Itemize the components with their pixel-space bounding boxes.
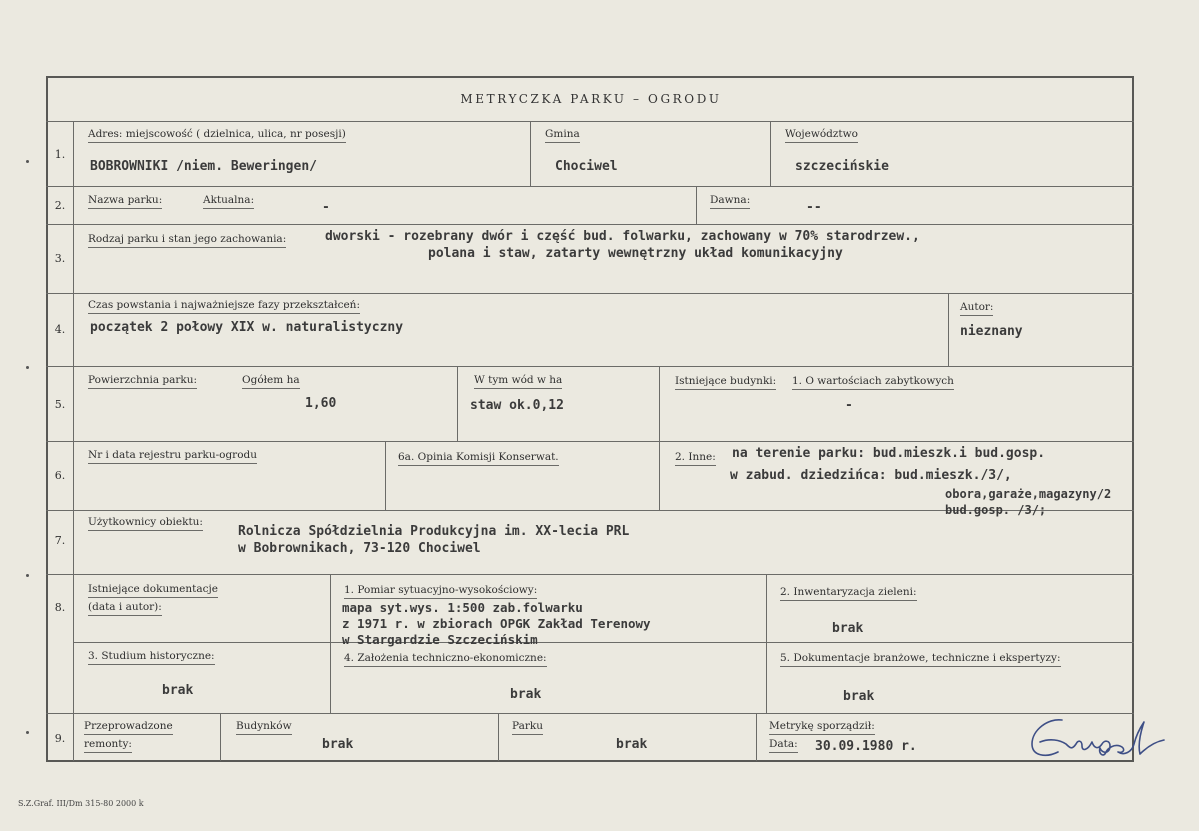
row-number: 3. [54,252,66,265]
row-number: 5. [54,398,66,411]
park-name-label: Nazwa parku: [88,194,162,209]
survey-line3: w Stargardzie Szczecińskim [342,632,538,647]
users-value-line1: Rolnicza Spółdzielnia Produkcyjna im. XX-lecia PRL [238,524,630,539]
print-footer: S.Z.Graf. III/Dm 315-80 2000 k [18,799,144,808]
current-name-label: Aktualna: [203,194,254,209]
punch-hole [26,731,29,734]
row-number: 9. [54,732,66,745]
date-label: Data: [769,738,798,753]
buildings-repairs-label: Budynków [236,720,292,735]
creation-time-value: początek 2 połowy XIX w. naturalistyczny [90,320,404,335]
park-repairs-value: brak [616,737,648,752]
divider [659,366,660,441]
row-line [46,441,1134,442]
register-label: Nr i data rejestru parku-ogrodu [88,449,257,464]
row-number: 4. [54,323,66,336]
other-buildings-label: 2. Inne: [675,451,716,466]
row-line [46,186,1134,187]
frame-top [46,76,1134,78]
tech-econ-value: brak [510,687,542,702]
park-repairs-label: Parku [512,720,543,735]
other-buildings-line3: obora,garaże,magazyny/2 [945,487,1112,501]
divider [530,121,531,186]
form-title: METRYCZKA PARKU – OGRODU [460,92,722,106]
documentation-label: Istniejące dokumentacje [88,583,218,598]
existing-buildings-label: Istniejące budynki: [675,375,776,390]
greenery-inventory-value: brak [832,621,864,636]
punch-hole [26,574,29,577]
former-name-value: -- [806,200,822,215]
row-line [46,121,1134,122]
prepared-by-label: Metrykę sporządził: [769,720,875,735]
date-value: 30.09.1980 r. [815,739,917,754]
other-buildings-line4: bud.gosp. /3/; [945,503,1047,517]
buildings-repairs-value: brak [322,737,354,752]
address-label: Adres: miejscowość ( dzielnica, ulica, nr posesji) [88,128,346,143]
row-line [46,713,1134,714]
row-line [46,293,1134,294]
row-line [73,642,1134,643]
historical-study-label: 3. Studium historyczne: [88,650,215,665]
frame-right [1132,76,1134,762]
address-value: BOBROWNIKI /niem. Beweringen/ [90,159,317,174]
historic-buildings-value: - [845,398,853,413]
survey-label: 1. Pomiar sytuacyjno-wysokościowy: [344,584,537,599]
divider [696,186,697,224]
voivodeship-label: Województwo [785,128,858,143]
park-type-value-line2: polana i staw, zatarty wewnętrzny układ komunikacyjny [428,246,843,261]
signature [1022,708,1172,766]
row-line [46,574,1134,575]
historic-buildings-label: 1. O wartościach zabytkowych [792,375,954,390]
users-value-line2: w Bobrownikach, 73-120 Chociwel [238,541,481,556]
frame-bottom [46,760,1134,762]
divider [756,713,757,761]
conservator-opinion-label: 6a. Opinia Komisji Konserwat. [398,451,559,466]
row-number: 8. [54,601,66,614]
voivodeship-value: szczecińskie [795,159,889,174]
gmina-label: Gmina [545,128,580,143]
park-type-label: Rodzaj parku i stan jego zachowania: [88,233,286,248]
gmina-value: Chociwel [555,159,618,174]
users-label: Użytkownicy obiektu: [88,516,203,531]
row-line [46,224,1134,225]
greenery-inventory-label: 2. Inwentaryzacja zieleni: [780,586,917,601]
former-name-label: Dawna: [710,194,750,209]
row-number: 2. [54,199,66,212]
punch-hole [26,366,29,369]
water-area-label: W tym wód w ha [474,374,562,389]
total-area-value: 1,60 [305,396,337,411]
branch-docs-value: brak [843,689,875,704]
documentation-label-2: (data i autor): [88,601,162,616]
survey-line2: z 1971 r. w zbiorach OPGK Zakład Terenowy [342,616,651,631]
other-buildings-line2: w zabud. dziedzińca: bud.mieszk./3/, [730,468,1012,483]
divider [457,366,458,441]
current-name-value: - [322,200,330,215]
historical-study-value: brak [162,683,194,698]
row-line [46,366,1134,367]
survey-line1: mapa syt.wys. 1:500 zab.folwarku [342,600,583,615]
creation-time-label: Czas powstania i najważniejsze fazy przekształceń: [88,299,360,314]
author-value: nieznany [960,324,1023,339]
frame-left [46,76,48,762]
repairs-label: Przeprowadzone [84,720,173,735]
punch-hole [26,160,29,163]
divider [770,121,771,186]
divider [220,713,221,761]
park-type-value-line1: dworski - rozebrany dwór i część bud. folwarku, zachowany w 70% starodrzew., [325,229,920,244]
divider [766,574,767,713]
row-number: 7. [54,534,66,547]
tech-econ-label: 4. Założenia techniczno-ekonomiczne: [344,652,547,667]
divider [498,713,499,761]
divider [385,441,386,510]
water-area-value: staw ok.0,12 [470,398,564,413]
row-number: 1. [54,148,66,161]
total-area-label: Ogółem ha [242,374,300,389]
park-area-label: Powierzchnia parku: [88,374,197,389]
other-buildings-line1: na terenie parku: bud.mieszk.i bud.gosp. [732,446,1046,461]
divider [330,574,331,713]
row-number: 6. [54,469,66,482]
divider [659,441,660,510]
author-label: Autor: [960,301,993,316]
repairs-label-2: remonty: [84,738,132,753]
divider [948,293,949,366]
branch-docs-label: 5. Dokumentacje branżowe, techniczne i ekspertyzy: [780,652,1061,667]
